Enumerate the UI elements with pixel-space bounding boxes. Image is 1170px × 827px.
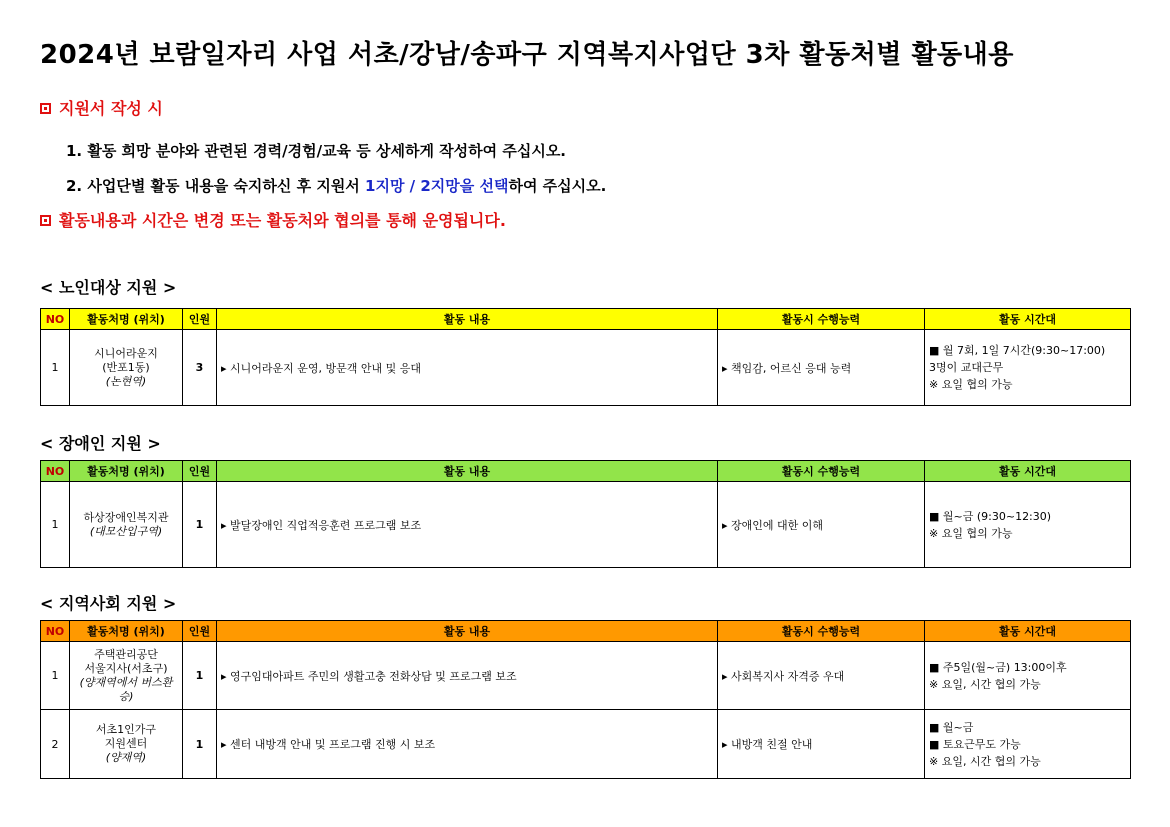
cell-ability: ▸ 내방객 친절 안내 bbox=[718, 710, 925, 779]
col-header-place: 활동처명 (위치) bbox=[70, 461, 183, 482]
time-line: ※ 요일 협의 가능 bbox=[929, 378, 1013, 391]
page-title: 2024년 보람일자리 사업 서초/강남/송파구 지역복지사업단 3차 활동처별 활동내용 bbox=[40, 40, 1014, 70]
place-name-line: 서울지사(서초구) bbox=[84, 661, 168, 675]
col-header-count: 인원 bbox=[183, 621, 217, 642]
place-location: (양재역) bbox=[105, 751, 147, 764]
col-header-count: 인원 bbox=[183, 461, 217, 482]
cell-no: 1 bbox=[41, 642, 70, 710]
cell-place bbox=[70, 482, 183, 568]
col-header-no: NO bbox=[41, 621, 70, 642]
time-line: ※ 요일, 시간 협의 가능 bbox=[929, 754, 1041, 768]
table-header-row bbox=[41, 621, 1131, 642]
time-line: ※ 요일 협의 가능 bbox=[929, 526, 1013, 540]
cell-place bbox=[70, 330, 183, 406]
col-header-place: 활동처명 (위치) bbox=[70, 309, 183, 330]
col-header-time: 활동 시간대 bbox=[925, 461, 1131, 482]
table-row bbox=[41, 330, 1131, 406]
place-name-line: 시니어라운지 bbox=[94, 346, 158, 360]
table-header-row bbox=[41, 309, 1131, 330]
time-line: ■ 월 7회, 1일 7시간(9:30~17:00) bbox=[929, 344, 1106, 357]
cell-place bbox=[70, 642, 183, 710]
time-line: ※ 요일, 시간 협의 가능 bbox=[929, 677, 1041, 691]
cell-count: 1 bbox=[183, 710, 217, 779]
cell-ability: ▸ 책임감, 어르신 응대 능력 bbox=[718, 330, 925, 406]
place-location: (논현역) bbox=[105, 374, 147, 388]
cell-activity: ▸ 영구임대아파트 주민의 생활고충 전화상담 및 프로그램 보조 bbox=[217, 642, 718, 710]
table-header-row bbox=[41, 461, 1131, 482]
cell-no: 1 bbox=[41, 482, 70, 568]
section-title-community: < 지역사회 지원 > bbox=[40, 594, 177, 613]
table-disability-support bbox=[40, 460, 1131, 568]
square-bullet-icon bbox=[40, 215, 51, 226]
col-header-ability: 활동시 수행능력 bbox=[718, 621, 925, 642]
time-line: ■ 주5일(월~금) 13:00이후 bbox=[929, 660, 1067, 674]
col-header-ability: 활동시 수행능력 bbox=[718, 461, 925, 482]
notice-line-2 bbox=[66, 175, 606, 196]
notice-line-2-suffix: 하여 주십시오. bbox=[508, 177, 607, 195]
place-location: (대모산입구역) bbox=[89, 524, 163, 538]
col-header-activity: 활동 내용 bbox=[217, 309, 718, 330]
cell-time bbox=[925, 642, 1131, 710]
place-name-line: 주택관리공단 bbox=[94, 647, 158, 661]
notice-heading-text: 활동내용과 시간은 변경 또는 활동처와 협의를 통해 운영됩니다. bbox=[59, 211, 506, 230]
time-line: ■ 토요근무도 가능 bbox=[929, 737, 1021, 751]
square-bullet-icon bbox=[40, 103, 51, 114]
cell-time bbox=[925, 710, 1131, 779]
notice-line-2-prefix: 2. 사업단별 활동 내용을 숙지하신 후 지원서 bbox=[66, 177, 366, 195]
col-header-ability: 활동시 수행능력 bbox=[718, 309, 925, 330]
place-name-line: (반포1동) bbox=[102, 360, 150, 374]
col-header-count: 인원 bbox=[183, 309, 217, 330]
cell-no: 1 bbox=[41, 330, 70, 406]
notice-heading-operation bbox=[40, 208, 506, 231]
col-header-no: NO bbox=[41, 461, 70, 482]
cell-ability: ▸ 사회복지사 자격증 우대 bbox=[718, 642, 925, 710]
place-name-line: 하상장애인복지관 bbox=[83, 510, 169, 524]
section-title-elderly: < 노인대상 지원 > bbox=[40, 278, 177, 297]
cell-no: 2 bbox=[41, 710, 70, 779]
table-row bbox=[41, 642, 1131, 710]
cell-count: 3 bbox=[183, 330, 217, 406]
time-line: ■ 월~금 (9:30~12:30) bbox=[929, 509, 1052, 523]
col-header-activity: 활동 내용 bbox=[217, 621, 718, 642]
section-title-disability: < 장애인 지원 > bbox=[40, 434, 161, 453]
cell-count: 1 bbox=[183, 482, 217, 568]
table-community-support bbox=[40, 620, 1131, 779]
time-line: 3명이 교대근무 bbox=[929, 361, 1004, 374]
cell-activity: ▸ 센터 내방객 안내 및 프로그램 진행 시 보조 bbox=[217, 710, 718, 779]
cell-time bbox=[925, 330, 1131, 406]
notice-line-2-highlight: 1지망 / 2지망을 선택 bbox=[365, 177, 509, 195]
col-header-time: 활동 시간대 bbox=[925, 621, 1131, 642]
cell-place bbox=[70, 710, 183, 779]
notice-line-1: 1. 활동 희망 분야와 관련된 경력/경험/교육 등 상세하게 작성하여 주십시오. bbox=[66, 142, 567, 160]
table-row bbox=[41, 482, 1131, 568]
cell-activity: ▸ 발달장애인 직업적응훈련 프로그램 보조 bbox=[217, 482, 718, 568]
col-header-activity: 활동 내용 bbox=[217, 461, 718, 482]
place-location: (양재역에서 버스환승) bbox=[79, 675, 173, 703]
time-line: ■ 월~금 bbox=[929, 720, 974, 734]
table-elderly-support bbox=[40, 308, 1131, 406]
cell-ability: ▸ 장애인에 대한 이해 bbox=[718, 482, 925, 568]
table-row bbox=[41, 710, 1131, 779]
cell-activity: ▸ 시니어라운지 운영, 방문객 안내 및 응대 bbox=[217, 330, 718, 406]
col-header-no: NO bbox=[41, 309, 70, 330]
place-name-line: 서초1인가구 bbox=[95, 723, 157, 736]
notice-heading-application bbox=[40, 96, 163, 119]
col-header-time: 활동 시간대 bbox=[925, 309, 1131, 330]
place-name-line: 지원센터 bbox=[104, 737, 148, 750]
cell-time bbox=[925, 482, 1131, 568]
notice-heading-text: 지원서 작성 시 bbox=[59, 99, 163, 118]
col-header-place: 활동처명 (위치) bbox=[70, 621, 183, 642]
cell-count: 1 bbox=[183, 642, 217, 710]
